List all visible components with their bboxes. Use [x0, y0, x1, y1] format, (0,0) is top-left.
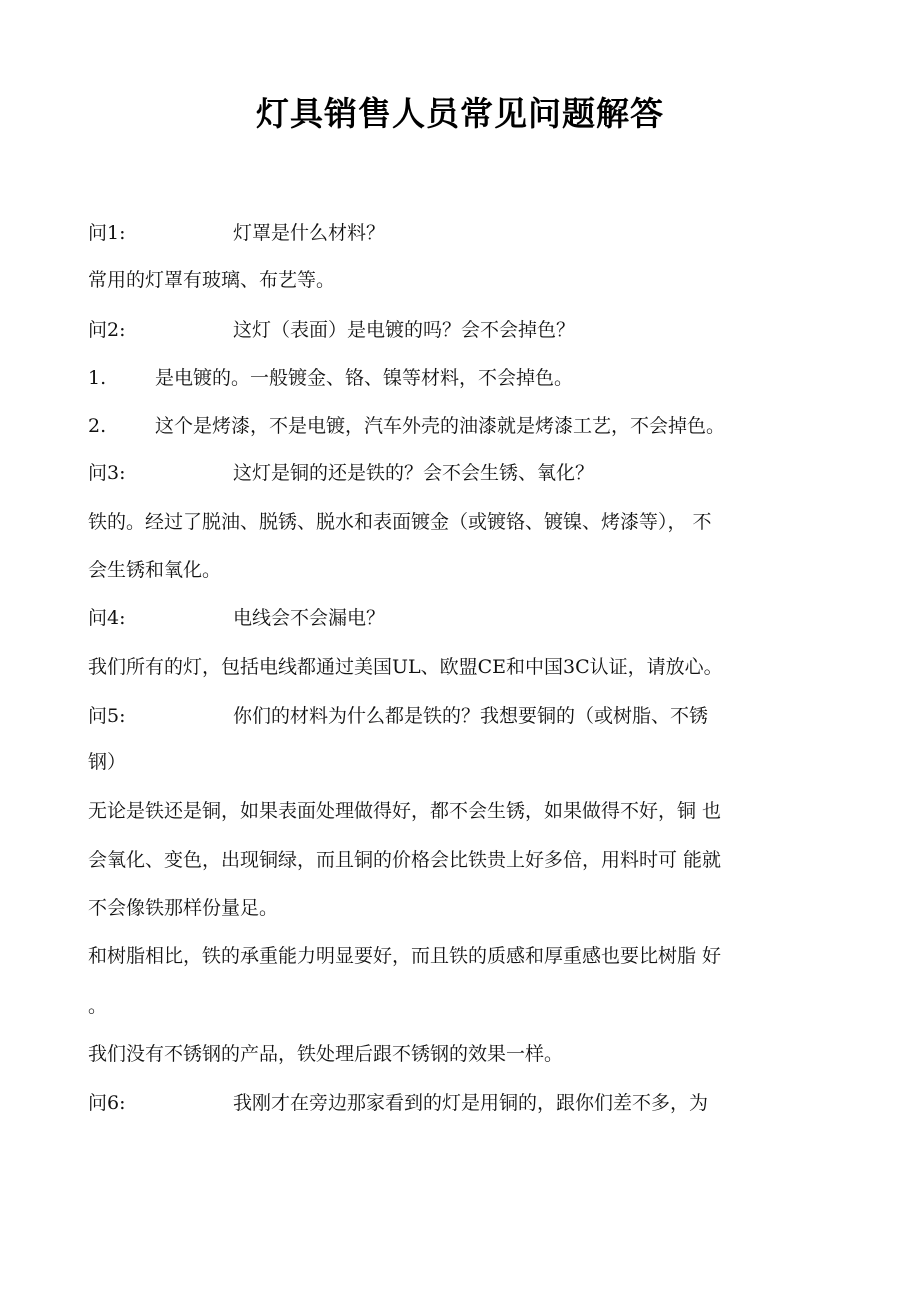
question-4-label: 问4:	[88, 607, 126, 629]
answer-5-line-5: 。	[88, 995, 108, 1017]
answer-1: 常用的灯罩有玻璃、布艺等。	[88, 269, 336, 291]
answer-2-1-number: 1.	[88, 367, 107, 389]
answer-2-1-text: 是电镀的。一般镀金、铬、镍等材料，不会掉色。	[155, 367, 574, 389]
answer-3-line-1: 铁的。经过了脱油、脱锈、脱水和表面镀金（或镀铬、镀镍、烤漆等）， 不	[88, 511, 712, 533]
answer-2-2-text: 这个是烤漆，不是电镀，汽车外壳的油漆就是烤漆工艺，不会掉色。	[155, 415, 726, 437]
answer-5-line-2: 会氧化、变色，出现铜绿，而且铜的价格会比铁贵上好多倍，用料时可 能就	[88, 849, 722, 871]
question-3-label: 问3:	[88, 462, 126, 484]
question-3-text: 这灯是铜的还是铁的？会不会生锈、氧化？	[233, 462, 595, 484]
question-6-label: 问6:	[88, 1092, 126, 1114]
page-title: 灯具销售人员常见问题解答	[256, 94, 664, 133]
question-6-text: 我刚才在旁边那家看到的灯是用铜的，跟你们差不多，为	[233, 1092, 709, 1114]
question-4-text: 电线会不会漏电？	[233, 607, 386, 629]
answer-5-line-6: 我们没有不锈钢的产品，铁处理后跟不锈钢的效果一样。	[88, 1043, 564, 1065]
question-2-text: 这灯（表面）是电镀的吗？会不会掉色？	[233, 319, 576, 341]
answer-5-line-3: 不会像铁那样份量足。	[88, 897, 279, 919]
question-5-text-line-1: 你们的材料为什么都是铁的？我想要铜的（或树脂、不锈	[233, 705, 709, 727]
question-1-label: 问1:	[88, 222, 126, 244]
answer-5-line-1: 无论是铁还是铜，如果表面处理做得好，都不会生锈，如果做得不好，铜 也	[88, 800, 722, 822]
answer-4: 我们所有的灯，包括电线都通过美国UL、欧盟CE和中国3C认证，请放心。	[88, 656, 723, 678]
question-1-text: 灯罩是什么材料？	[233, 222, 386, 244]
question-5-text-line-2: 钢）	[88, 751, 127, 773]
answer-3-line-2: 会生锈和氧化。	[88, 559, 222, 581]
question-5-label: 问5:	[88, 705, 126, 727]
question-2-label: 问2:	[88, 319, 126, 341]
answer-5-line-4: 和树脂相比，铁的承重能力明显要好，而且铁的质感和厚重感也要比树脂 好	[88, 945, 722, 967]
answer-2-2-number: 2.	[88, 415, 107, 437]
